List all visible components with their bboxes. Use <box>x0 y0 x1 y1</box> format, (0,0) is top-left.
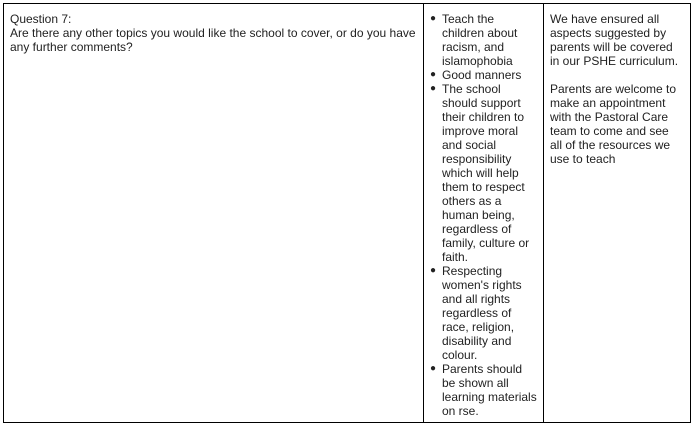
list-item <box>430 12 537 68</box>
bullet-icon: ● <box>430 265 437 276</box>
list-item <box>430 362 537 418</box>
table-row <box>4 4 691 423</box>
school-response-cell <box>544 4 691 423</box>
bullet-icon: ● <box>430 363 437 374</box>
school-response-paragraph: We have ensured all aspects suggested by parents will be covered in our PSHE curriculum. <box>550 12 679 68</box>
list-item <box>430 264 537 362</box>
paragraph-spacer <box>550 68 684 82</box>
parent-responses-list <box>430 12 537 418</box>
question-cell <box>4 4 424 423</box>
bullet-icon: ● <box>430 13 437 24</box>
response-text: Teach the children about racism, and islamophobia <box>442 12 518 68</box>
parent-responses-cell <box>424 4 544 423</box>
feedback-table <box>3 3 691 423</box>
list-item <box>430 68 537 82</box>
question-title: Question 7: <box>10 12 72 26</box>
bullet-icon: ● <box>430 83 437 94</box>
list-item <box>430 82 537 264</box>
response-text: Good manners <box>442 68 522 82</box>
bullet-icon: ● <box>430 69 437 80</box>
question-text: Are there any other topics you would like the school to cover, or do you have any further comments? <box>10 26 416 54</box>
response-text: Respecting women's rights and all rights regardless of race, religion, disability and colour. <box>442 264 522 362</box>
school-response-paragraph: Parents are welcome to make an appointment with the Pastoral Care team to come and see all of the resources we use to teach <box>550 82 677 166</box>
response-text: Parents should be shown all learning materials on rse. <box>442 362 537 418</box>
response-text: The school should support their children to improve moral and social responsibility which will help them to respect others as a human being, regardless of family, culture or faith. <box>442 82 530 264</box>
